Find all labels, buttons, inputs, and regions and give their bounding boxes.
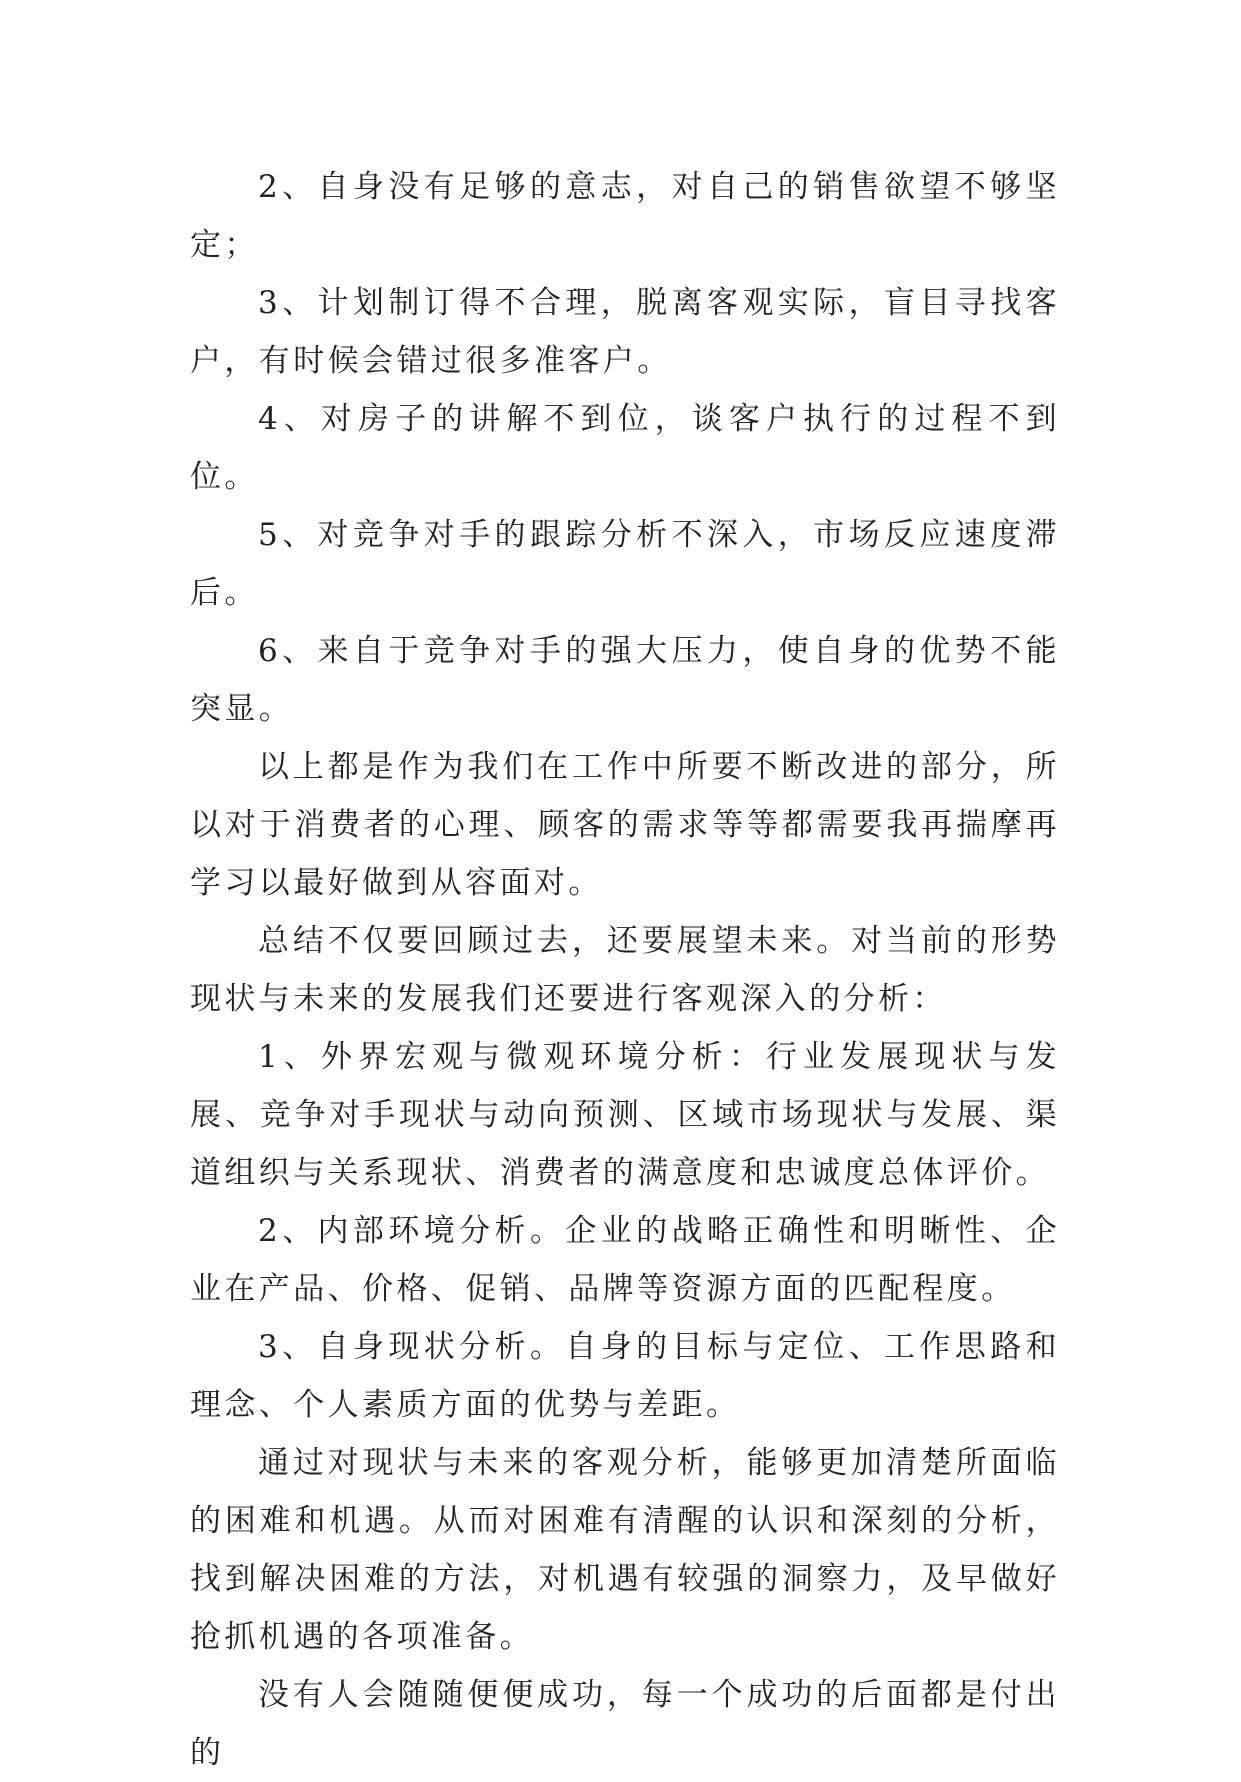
paragraph-reason-4: 4、对房子的讲解不到位，谈客户执行的过程不到位。 [190, 401, 1060, 495]
paragraph-reason-6: 6、来自于竞争对手的强大压力，使自身的优势不能突显。 [190, 633, 1060, 727]
paragraph-reason-5: 5、对竞争对手的跟踪分析不深入，市场反应速度滞后。 [190, 517, 1060, 611]
paragraph-analysis-self: 3、自身现状分析。自身的目标与定位、工作思路和理念、个人素质方面的优势与差距。 [190, 1329, 1060, 1423]
document-body [190, 158, 1060, 1782]
paragraph-analysis-conclusion: 通过对现状与未来的客观分析，能够更加清楚所面临的困难和机遇。从而对困难有清醒的认识和深刻的分析，找到解决困难的方法，对机遇有较强的洞察力，及早做好抢抓机遇的各项准备。 [190, 1445, 1060, 1655]
paragraph-outlook-intro: 总结不仅要回顾过去，还要展望未来。对当前的形势现状与未来的发展我们还要进行客观深入的分析： [190, 923, 1060, 1017]
paragraph-reason-2: 2、自身没有足够的意志，对自己的销售欲望不够坚定； [190, 169, 1060, 263]
paragraph-improvement-summary: 以上都是作为我们在工作中所要不断改进的部分，所以对于消费者的心理、顾客的需求等等都需要我再揣摩再学习以最好做到从容面对。 [190, 749, 1060, 901]
paragraph-analysis-internal: 2、内部环境分析。企业的战略正确性和明晰性、企业在产品、价格、促销、品牌等资源方面的匹配程度。 [190, 1213, 1060, 1307]
paragraph-closing: 没有人会随随便便成功，每一个成功的后面都是付出的 [190, 1677, 1060, 1771]
paragraph-analysis-external: 1、外界宏观与微观环境分析：行业发展现状与发展、竞争对手现状与动向预测、区域市场现状与发展、渠道组织与关系现状、消费者的满意度和忠诚度总体评价。 [190, 1039, 1060, 1191]
paragraph-reason-3: 3、计划制订得不合理，脱离客观实际，盲目寻找客户，有时候会错过很多准客户。 [190, 285, 1060, 379]
